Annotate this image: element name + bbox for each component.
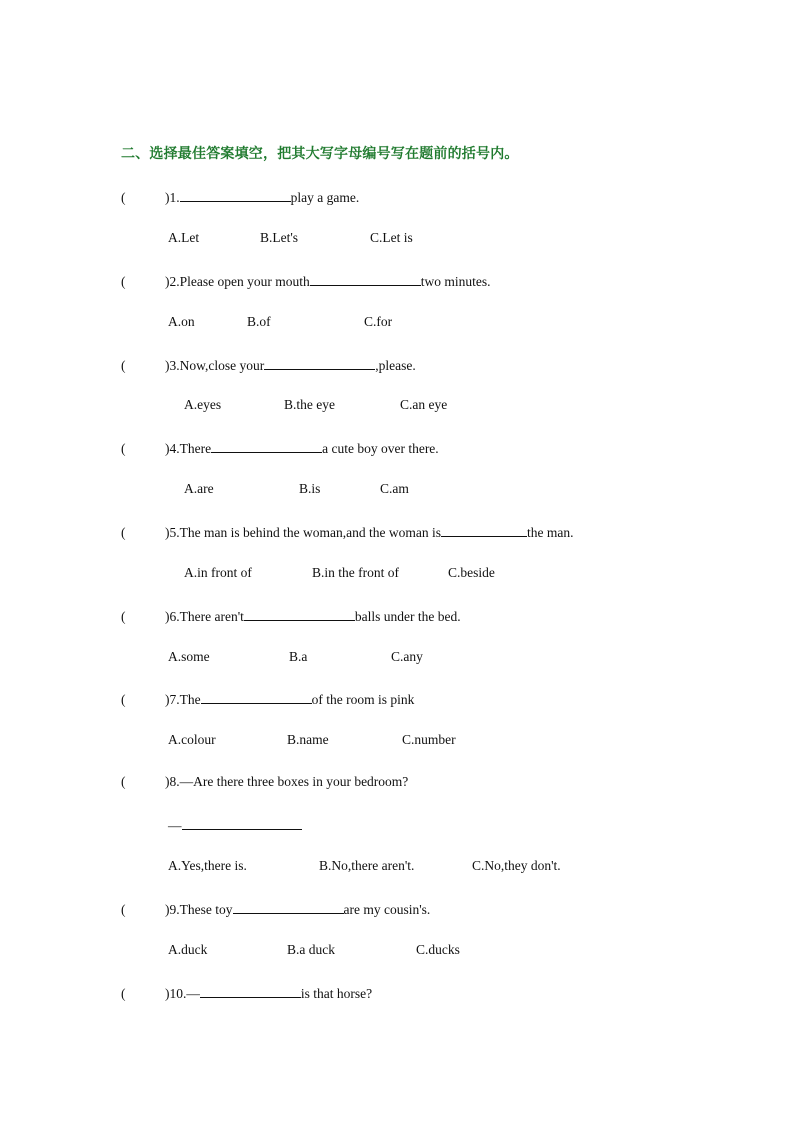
question-number: 1.	[169, 190, 180, 205]
question-text-after: the man.	[526, 525, 574, 540]
option-b: B.the eye	[284, 397, 335, 412]
answer-line	[168, 816, 302, 834]
option-a: A.some	[168, 649, 210, 664]
answer-blank	[201, 690, 312, 704]
question-7	[121, 690, 414, 708]
option-b: B.of	[247, 314, 271, 329]
question-3	[121, 356, 416, 374]
question-number: 10.	[169, 986, 187, 1001]
question-text-before: These toy	[179, 902, 233, 917]
question-number: 6.	[169, 609, 180, 624]
option-a: A.Yes,there is.	[168, 858, 247, 873]
option-b: B.name	[287, 732, 329, 747]
option-b: B.a	[289, 649, 308, 664]
question-text-after: a cute boy over there.	[322, 441, 439, 456]
question-9	[121, 900, 430, 918]
answer-paren-open: (	[121, 986, 126, 1001]
answer-paren-close: )	[165, 525, 170, 540]
answer-blank	[180, 188, 291, 202]
question-text-after: are my cousin's.	[343, 902, 431, 917]
answer-paren-close: )	[165, 358, 170, 373]
answer-blank	[264, 356, 375, 370]
question-text-after: ,please.	[375, 358, 416, 373]
answer-blank	[310, 272, 421, 286]
section-heading: 二、选择最佳答案填空，把其大写字母编号写在题前的括号内。	[121, 146, 519, 162]
answer-paren-open: (	[121, 525, 126, 540]
question-4	[121, 439, 439, 457]
answer-paren-close: )	[165, 986, 170, 1001]
option-a: A.duck	[168, 942, 208, 957]
option-c: C.Let is	[370, 230, 413, 245]
question-text-after: play a game.	[290, 190, 360, 205]
answer-paren-close: )	[165, 190, 170, 205]
answer-blank	[233, 900, 344, 914]
question-number: 3.	[169, 358, 180, 373]
answer-blank	[211, 439, 322, 453]
option-b: B.is	[299, 481, 321, 496]
question-2	[121, 272, 490, 290]
answer-blank	[441, 523, 527, 537]
question-10	[121, 984, 372, 1002]
question-text-after: two minutes.	[420, 274, 491, 289]
question-number: 9.	[169, 902, 180, 917]
question-text-before: There	[179, 441, 212, 456]
answer-paren-open: (	[121, 902, 126, 917]
answer-paren-close: )	[165, 774, 170, 789]
question-8	[121, 774, 408, 790]
question-text-before: —	[186, 986, 200, 1001]
option-b: B.No,there aren't.	[319, 858, 415, 873]
question-text-after: of the room is pink	[311, 692, 415, 707]
answer-paren-close: )	[165, 274, 170, 289]
option-b: B.a duck	[287, 942, 335, 957]
answer-blank	[182, 816, 302, 830]
question-text-after: balls under the bed.	[354, 609, 461, 624]
question-number: 4.	[169, 441, 180, 456]
option-a: A.Let	[168, 230, 200, 245]
option-c: C.any	[391, 649, 423, 664]
option-c: C.No,they don't.	[472, 858, 561, 873]
question-text-before: There aren't	[179, 609, 244, 624]
question-text-before: —Are there three boxes in your bedroom?	[179, 774, 409, 789]
question-number: 2.	[169, 274, 180, 289]
answer-dash: —	[168, 818, 182, 833]
answer-paren-open: (	[121, 774, 126, 789]
answer-paren-open: (	[121, 358, 126, 373]
question-number: 7.	[169, 692, 180, 707]
option-a: A.eyes	[184, 397, 222, 412]
option-c: C.am	[380, 481, 409, 496]
option-c: C.an eye	[400, 397, 448, 412]
option-c: C.for	[364, 314, 393, 329]
option-c: C.beside	[448, 565, 495, 580]
question-text-before: Please open your mouth	[179, 274, 310, 289]
option-c: C.ducks	[416, 942, 460, 957]
answer-paren-open: (	[121, 692, 126, 707]
answer-paren-open: (	[121, 609, 126, 624]
option-a: A.colour	[168, 732, 216, 747]
answer-paren-close: )	[165, 902, 170, 917]
question-text-before: The man is behind the woman,and the woman is	[179, 525, 441, 540]
question-text-before: Now,close your	[179, 358, 265, 373]
question-5	[121, 523, 573, 541]
answer-blank	[244, 607, 355, 621]
answer-paren-close: )	[165, 609, 170, 624]
option-b: B.Let's	[260, 230, 299, 245]
option-a: A.are	[184, 481, 214, 496]
question-text-before: The	[179, 692, 201, 707]
option-a: A.on	[168, 314, 195, 329]
answer-paren-open: (	[121, 441, 126, 456]
option-a: A.in front of	[184, 565, 252, 580]
question-number: 8.	[169, 774, 180, 789]
option-c: C.number	[402, 732, 456, 747]
option-b: B.in the front of	[312, 565, 399, 580]
question-1	[121, 188, 359, 206]
question-number: 5.	[169, 525, 180, 540]
answer-paren-open: (	[121, 274, 126, 289]
answer-paren-close: )	[165, 441, 170, 456]
question-6	[121, 607, 461, 625]
answer-blank	[200, 984, 301, 998]
answer-paren-open: (	[121, 190, 126, 205]
question-text-after: is that horse?	[300, 986, 373, 1001]
answer-paren-close: )	[165, 692, 170, 707]
